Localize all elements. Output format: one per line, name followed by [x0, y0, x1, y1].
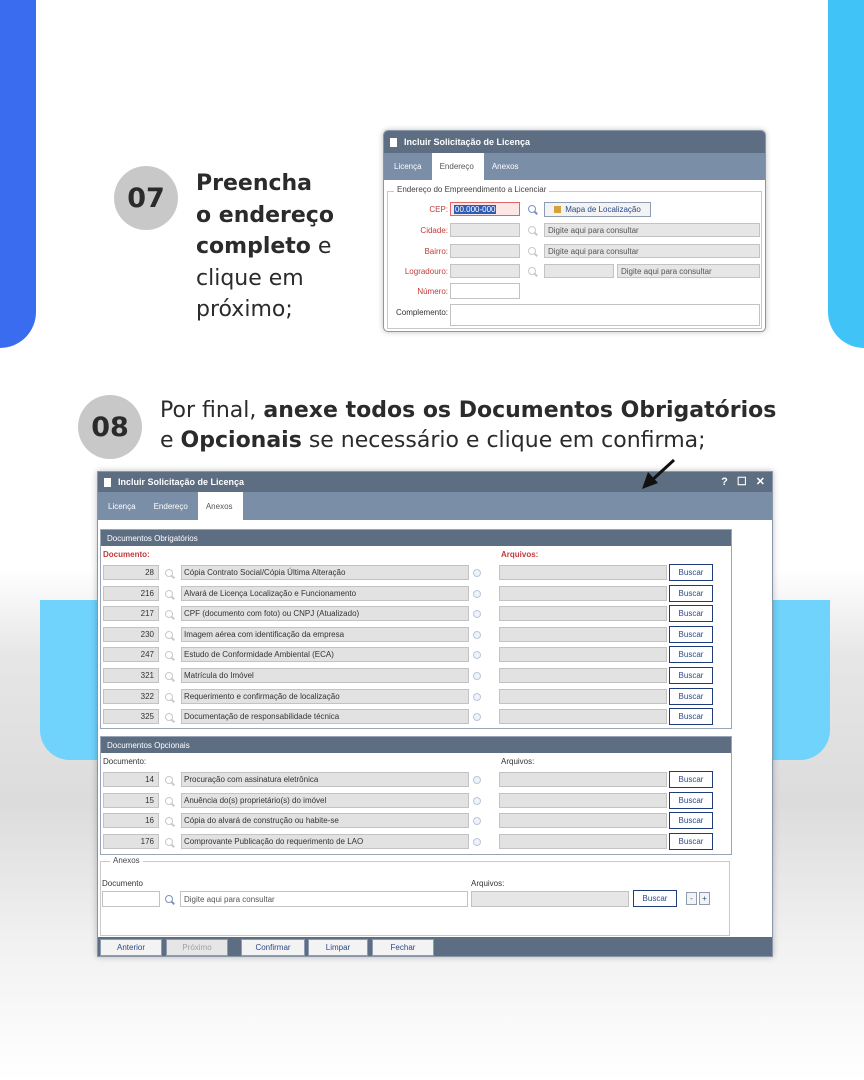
cidade-field[interactable]	[544, 223, 760, 237]
document-name: Procuração com assinatura eletrônica	[181, 772, 469, 787]
instruction-text: e	[310, 234, 332, 259]
document-name: CPF (documento com foto) ou CNPJ (Atualizado)	[181, 606, 469, 621]
search-icon[interactable]	[165, 610, 173, 618]
file-field[interactable]	[499, 689, 667, 704]
map-button-label: Mapa de Localização	[565, 205, 641, 214]
document-name: Cópia Contrato Social/Cópia Última Alteração	[181, 565, 469, 580]
search-icon[interactable]	[165, 895, 173, 903]
anexos-placeholder: Digite aqui para consultar	[184, 894, 275, 904]
document-name: Documentação de responsabilidade técnica	[181, 709, 469, 724]
file-field[interactable]	[499, 793, 667, 808]
cep-value: 00.000-000	[455, 204, 496, 214]
instruction-text: próximo;	[196, 297, 293, 322]
document-name: Imagem aérea com identificação da empresa	[181, 627, 469, 642]
logradouro-placeholder: Digite aqui para consultar	[621, 266, 712, 276]
info-icon[interactable]	[473, 651, 481, 659]
logradouro-type-field[interactable]	[544, 264, 614, 278]
document-code: 15	[103, 793, 159, 808]
cep-field[interactable]	[450, 202, 520, 216]
search-icon[interactable]	[165, 838, 173, 846]
instruction-bold: Opcionais	[180, 428, 302, 453]
search-icon[interactable]	[165, 797, 173, 805]
document-name: Alvará de Licença Localização e Funcionamento	[181, 586, 469, 601]
proximo-button[interactable]: Próximo	[166, 939, 228, 956]
file-field[interactable]	[499, 606, 667, 621]
limpar-button[interactable]: Limpar	[308, 939, 368, 956]
cep-label: CEP:	[429, 205, 448, 214]
instruction-bold: anexe todos os Documentos Obrigatórios	[263, 398, 777, 423]
file-field[interactable]	[499, 668, 667, 683]
document-row	[101, 832, 731, 852]
buscar-button[interactable]: Buscar	[669, 792, 713, 809]
attachments-window	[97, 471, 773, 957]
step-07-instruction	[196, 168, 356, 326]
wizard-breadcrumb	[384, 153, 765, 180]
add-attachment-button[interactable]: +	[699, 892, 710, 905]
left-accent-bar	[0, 0, 36, 348]
search-icon[interactable]	[528, 247, 536, 255]
buscar-button[interactable]: Buscar	[669, 646, 713, 663]
instruction-text: clique em	[196, 265, 304, 291]
info-icon[interactable]	[473, 631, 481, 639]
file-field[interactable]	[499, 834, 667, 849]
info-icon[interactable]	[473, 693, 481, 701]
document-row	[101, 625, 731, 645]
anexos-arquivos-label: Arquivos:	[471, 879, 505, 888]
document-code: 217	[103, 606, 159, 621]
instruction-text: e	[160, 428, 181, 453]
document-code: 176	[103, 834, 159, 849]
map-icon	[554, 206, 561, 213]
document-name: Anuência do(s) proprietário(s) do imóvel	[181, 793, 469, 808]
confirmar-button[interactable]: Confirmar	[241, 939, 305, 956]
search-icon[interactable]	[165, 776, 173, 784]
window-titlebar	[384, 131, 765, 153]
search-icon[interactable]	[528, 226, 536, 234]
search-icon[interactable]	[165, 713, 173, 721]
document-icon	[104, 478, 111, 487]
tab-anexos[interactable]: Anexos	[491, 162, 519, 171]
tab-endereco[interactable]: Endereço	[153, 501, 188, 511]
document-code: 28	[103, 565, 159, 580]
fechar-button[interactable]: Fechar	[372, 939, 434, 956]
search-icon[interactable]	[165, 817, 173, 825]
documento-column-header: Documento:	[103, 757, 147, 766]
logradouro-field[interactable]	[617, 264, 760, 278]
bairro-label: Bairro:	[424, 247, 448, 256]
document-code: 247	[103, 647, 159, 662]
info-icon[interactable]	[473, 713, 481, 721]
section-header: Documentos Obrigatórios	[101, 530, 731, 546]
step-08-badge	[78, 395, 142, 459]
info-icon[interactable]	[473, 672, 481, 680]
buscar-button[interactable]: Buscar	[669, 605, 713, 622]
buscar-button[interactable]: Buscar	[669, 667, 713, 684]
document-name: Cópia do alvará de construção ou habite-se	[181, 813, 469, 828]
window-title: Incluir Solicitação de Licença	[404, 137, 531, 147]
search-icon[interactable]	[528, 205, 536, 213]
right-accent-bar	[828, 0, 864, 348]
document-code: 216	[103, 586, 159, 601]
search-icon[interactable]	[165, 590, 173, 598]
step-08-instruction	[160, 396, 810, 456]
cidade-label: Cidade:	[420, 226, 448, 235]
buscar-button[interactable]: Buscar	[669, 812, 713, 829]
document-name: Matrícula do Imóvel	[181, 668, 469, 683]
tab-anexos[interactable]: Anexos	[198, 492, 243, 520]
bairro-placeholder: Digite aqui para consultar	[548, 246, 639, 256]
window-controls[interactable]: ? ☐ ✕	[721, 476, 768, 488]
cidade-placeholder: Digite aqui para consultar	[548, 225, 639, 235]
wizard-breadcrumb	[98, 492, 772, 520]
instruction-bold: o endereço	[196, 202, 334, 228]
file-field[interactable]	[499, 627, 667, 642]
tab-endereco[interactable]: Endereço	[432, 153, 484, 180]
cidade-code-field[interactable]	[450, 223, 520, 237]
tab-licenca[interactable]: Licença	[108, 501, 136, 511]
document-row	[101, 645, 731, 665]
document-row	[101, 584, 731, 604]
instruction-text: se necessário e clique em confirma;	[301, 428, 706, 453]
complemento-label: Complemento:	[395, 308, 448, 317]
document-row	[101, 707, 731, 727]
file-field[interactable]	[499, 709, 667, 724]
file-field[interactable]	[499, 772, 667, 787]
document-row	[101, 770, 731, 790]
file-field[interactable]	[499, 647, 667, 662]
document-row	[101, 666, 731, 686]
document-name: Comprovante Publicação do requerimento de LAO	[181, 834, 469, 849]
pointer-arrow-icon	[636, 456, 686, 496]
section-header: Documentos Opcionais	[101, 737, 731, 753]
remove-attachment-button[interactable]: -	[686, 892, 697, 905]
anexos-documento-label: Documento	[102, 879, 143, 888]
document-code: 325	[103, 709, 159, 724]
info-icon[interactable]	[473, 817, 481, 825]
info-icon[interactable]	[473, 838, 481, 846]
numero-label: Número:	[417, 287, 448, 296]
fieldset-legend: Endereço do Empreendimento a Licenciar	[394, 185, 549, 194]
logradouro-label: Logradouro:	[404, 267, 448, 276]
file-field[interactable]	[499, 565, 667, 580]
document-row	[101, 687, 731, 707]
document-code: 322	[103, 689, 159, 704]
file-field[interactable]	[499, 586, 667, 601]
anexos-document-code-field[interactable]	[102, 891, 160, 907]
document-row	[101, 563, 731, 583]
required-documents-section	[100, 529, 732, 729]
bairro-field[interactable]	[544, 244, 760, 258]
anexos-file-field[interactable]	[471, 891, 629, 907]
document-name: Requerimento e confirmação de localização	[181, 689, 469, 704]
document-code: 230	[103, 627, 159, 642]
search-icon[interactable]	[165, 631, 173, 639]
complemento-field[interactable]	[450, 304, 760, 326]
right-cyan-band	[770, 600, 830, 760]
anexos-document-field[interactable]	[180, 891, 468, 907]
buscar-button[interactable]: Buscar	[669, 688, 713, 705]
action-bar	[98, 937, 773, 957]
search-icon[interactable]	[165, 569, 173, 577]
buscar-button[interactable]: Buscar	[669, 708, 713, 725]
tab-licenca[interactable]: Licença	[394, 162, 422, 171]
step-number: 08	[91, 411, 129, 443]
document-row	[101, 811, 731, 831]
arquivos-column-header: Arquivos:	[501, 757, 535, 766]
document-row	[101, 791, 731, 811]
search-icon[interactable]	[528, 267, 536, 275]
instruction-bold: completo	[196, 234, 311, 259]
numero-field[interactable]	[450, 283, 520, 299]
documento-column-header: Documento:	[103, 550, 150, 559]
optional-documents-section	[100, 736, 732, 855]
info-icon[interactable]	[473, 797, 481, 805]
address-form-window	[383, 130, 766, 332]
map-location-button[interactable]	[544, 202, 651, 217]
info-icon[interactable]	[473, 569, 481, 577]
buscar-button[interactable]: Buscar	[669, 771, 713, 788]
document-code: 14	[103, 772, 159, 787]
buscar-button[interactable]: Buscar	[669, 585, 713, 602]
document-code: 16	[103, 813, 159, 828]
bairro-code-field[interactable]	[450, 244, 520, 258]
search-icon[interactable]	[165, 693, 173, 701]
instruction-text: Por final,	[160, 398, 264, 423]
left-cyan-band	[40, 600, 100, 760]
anexos-legend: Anexos	[110, 856, 143, 865]
info-icon[interactable]	[473, 776, 481, 784]
document-name: Estudo de Conformidade Ambiental (ECA)	[181, 647, 469, 662]
anexos-buscar-button[interactable]: Buscar	[633, 890, 677, 907]
info-icon[interactable]	[473, 610, 481, 618]
search-icon[interactable]	[165, 651, 173, 659]
step-number: 07	[127, 182, 165, 214]
buscar-button[interactable]: Buscar	[669, 833, 713, 850]
anterior-button[interactable]: Anterior	[100, 939, 162, 956]
step-07-badge	[114, 166, 178, 230]
logradouro-code-field[interactable]	[450, 264, 520, 278]
document-code: 321	[103, 668, 159, 683]
document-row	[101, 604, 731, 624]
arquivos-column-header: Arquivos:	[501, 550, 539, 559]
buscar-button[interactable]: Buscar	[669, 626, 713, 643]
search-icon[interactable]	[165, 672, 173, 680]
info-icon[interactable]	[473, 590, 481, 598]
instruction-bold: Preencha	[196, 171, 313, 196]
window-title: Incluir Solicitação de Licença	[118, 477, 245, 487]
buscar-button[interactable]: Buscar	[669, 564, 713, 581]
document-icon	[390, 138, 397, 147]
file-field[interactable]	[499, 813, 667, 828]
